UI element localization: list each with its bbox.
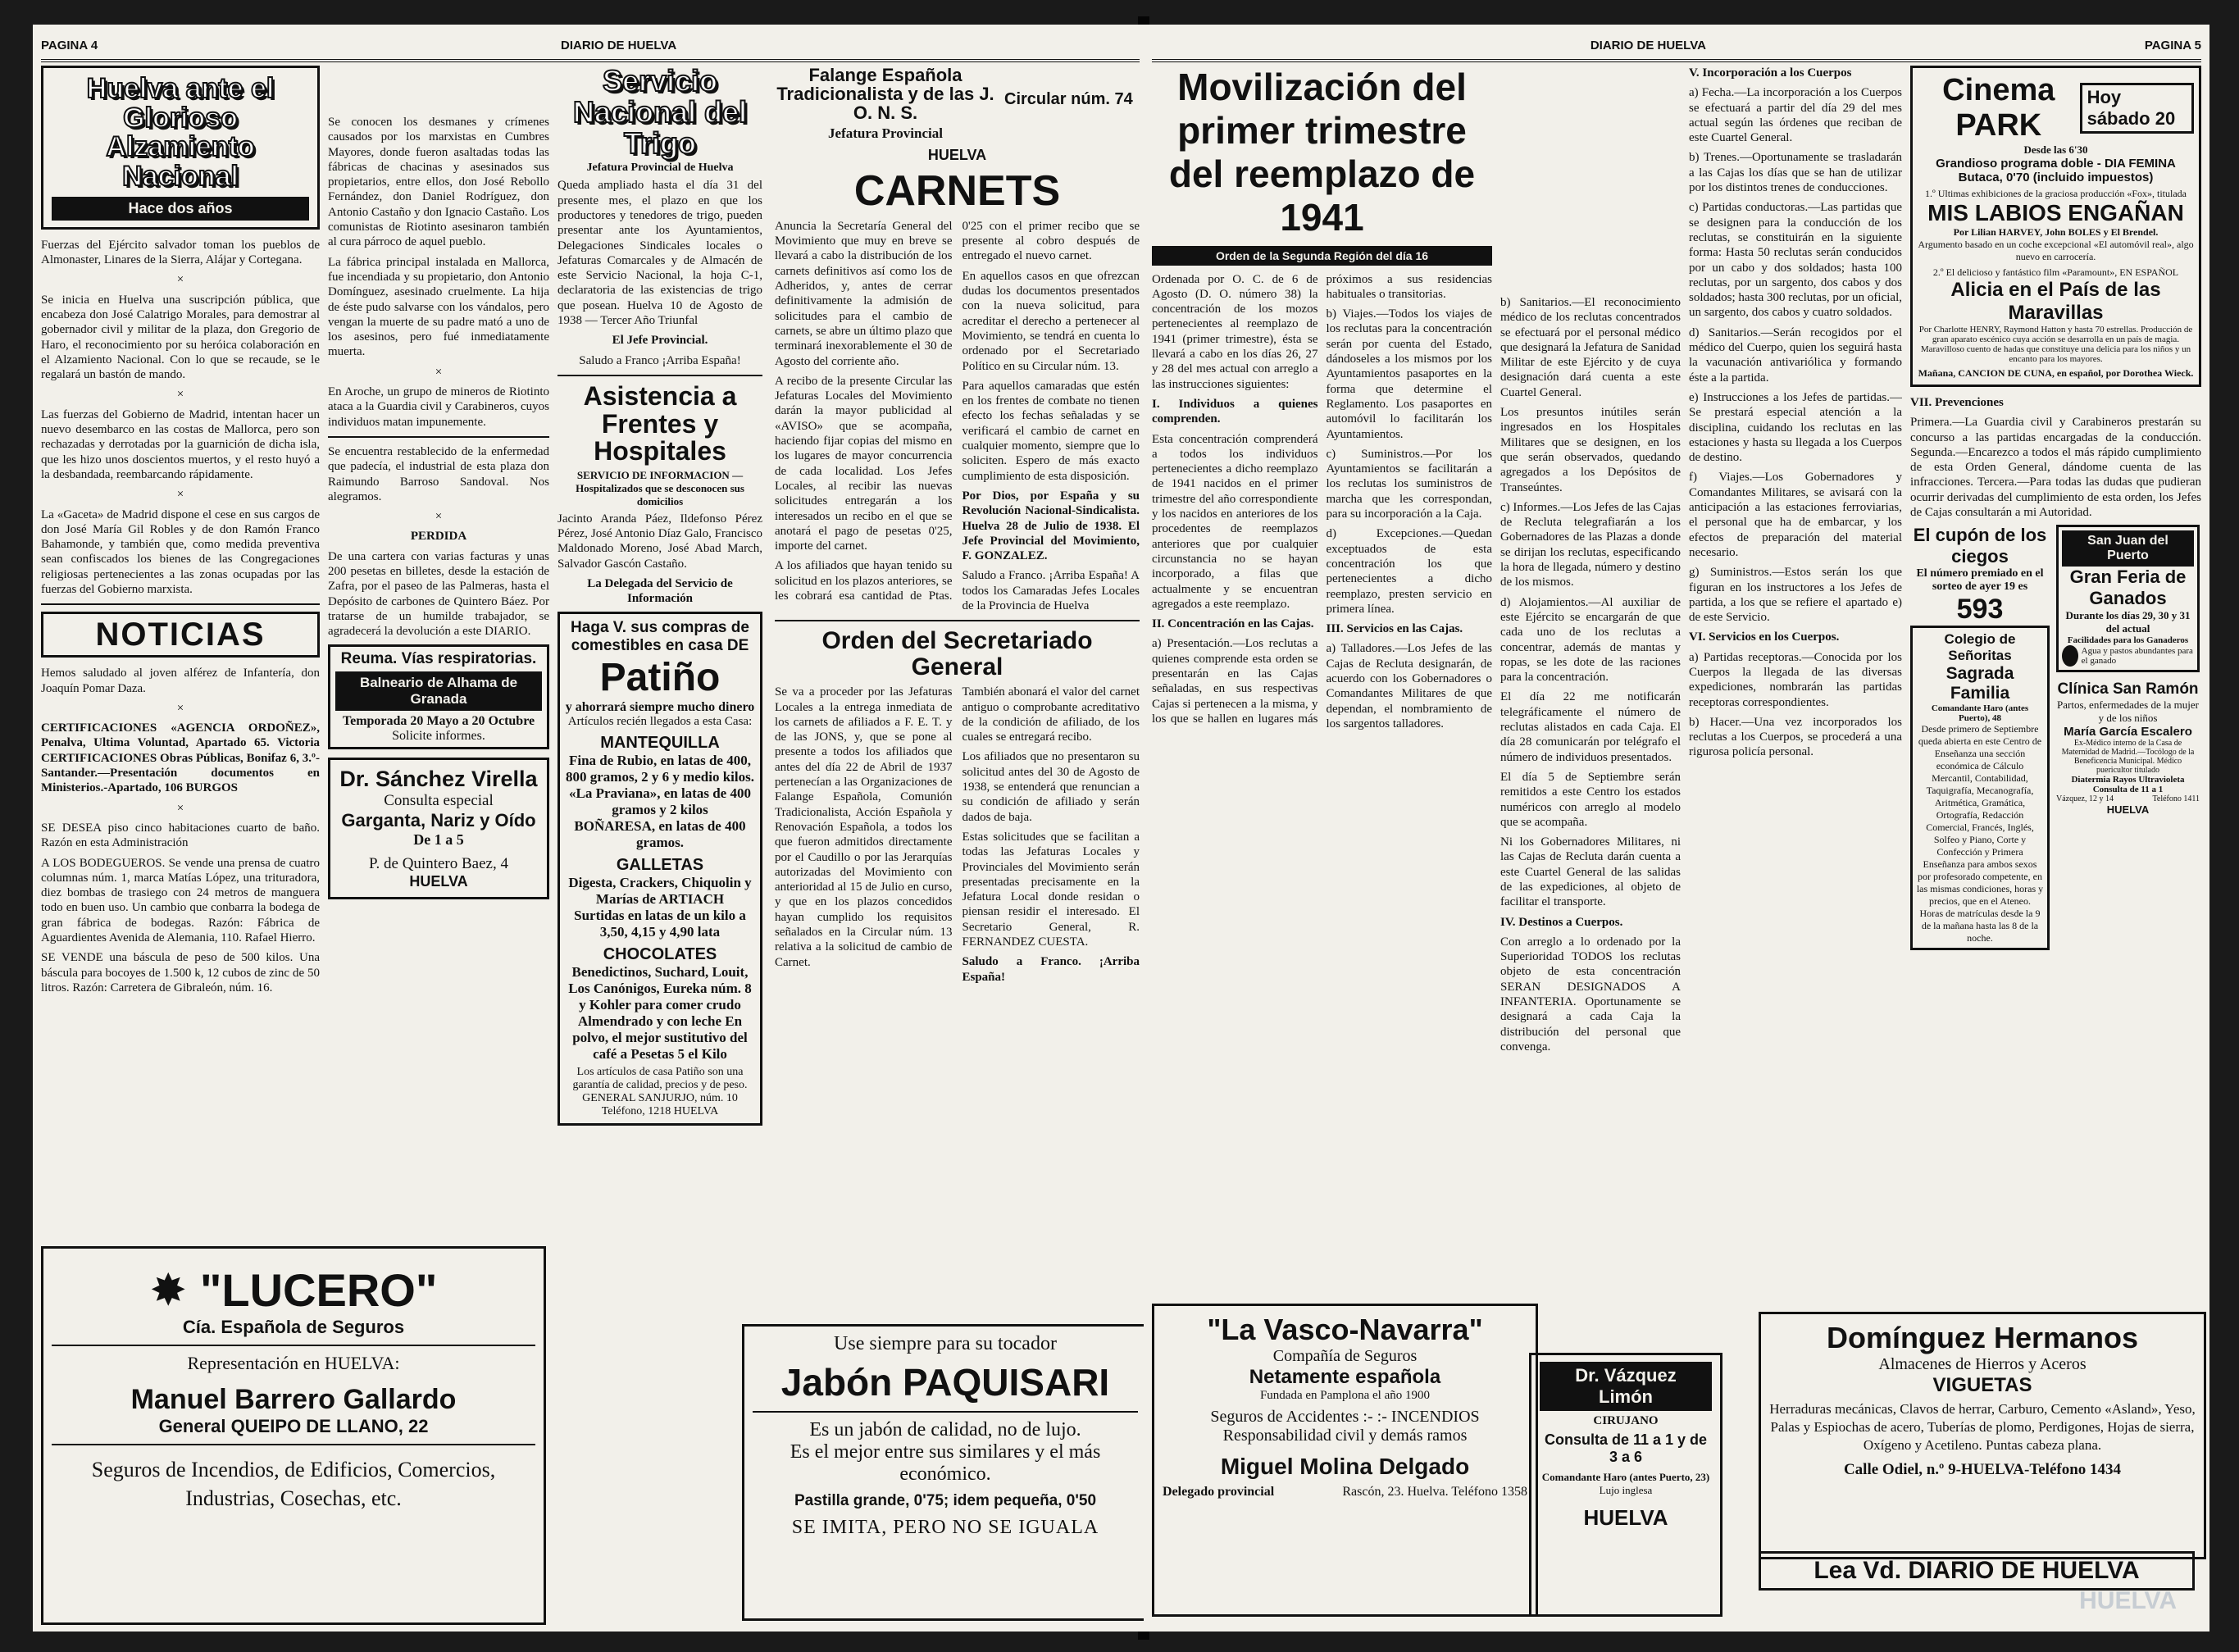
film-1-cast: Por Lilian HARVEY, John BOLES y El Brendel. — [1953, 226, 2159, 238]
noticias-header — [41, 612, 320, 658]
clinica-hours: Consulta de 11 a 1 — [2092, 785, 2164, 795]
patino-art: Artículos recién llegados a esta Casa: — [567, 714, 753, 728]
balneario-info: Solicite informes. — [392, 728, 485, 743]
jabon-tagline: SE IMITA, PERO NO SE IGUALA — [791, 1517, 1099, 1538]
film-1-intro: 1.º Ultimas exhibiciones de la graciosa producción «Fox», titulada — [1925, 188, 2187, 199]
film-1-arg: Argumento basado en un coche excepcional «El automóvil real», algo nuevo en carrocería. — [1918, 239, 2194, 262]
article-paragraph: El día 5 de Septiembre serán remitidos a este Centro los estados numéricos con arreglo al modelo que se acompaña. — [1500, 770, 1681, 829]
notice-item: Se encuentra restablecido de la enfermedad que padecía, el industrial de esta plaza don Raimundo Barroso Sandoval. Nos alegramos. — [328, 444, 549, 503]
article-paragraph: a) Presentación.—Los reclutas a quienes comprende esta orden se presentarán en las Cajas señaladas, en sus respectivas Cajas si pertenecen a la misma, y los que se hallen en lugares más próximos a sus residencias habituales o transitorias. — [1152, 272, 1492, 726]
clinica-city: HUELVA — [2106, 803, 2150, 817]
dominguez-address: Calle Odiel, n.º 9-HUELVA-Teléfono 1434 — [1843, 1461, 2122, 1479]
notice-item: A LOS BODEGUEROS. Se vende una prensa de cuatro columnas núm. 1, marca Matías López, una trituradora, diez bombas de trasiego con 24 metros de manguera todo en buen uso. Un cambio que conbarra la bodega de gran fábrica de bodegas. Razón: Fábrica de Aguardientes Avenida de Alemania, 110. Rafael Hierro. — [41, 856, 320, 945]
article-paragraph: Se inicia en Huelva una suscripción pública, que encabeza don José Calatrigo Morales, para demostrar al gobernador civil y militar de la plaza, don Gregorio de Haro, el reconocimiento por su heróica colaboración en el Alzamiento Nacional. Con lo que se recaude, se le regalará un bastón de mando. — [41, 293, 320, 382]
movilizacion-title: Movilización del primer trimestre del reemplazo de 1941 — [1168, 66, 1476, 239]
article-paragraph: g) Suministros.—Estos serán los que figuran en los instructores a los Jefes de partida, a los que se refiere el apartado e) de este Servicio. — [1689, 566, 1902, 625]
jabon-l2: Es el mejor entre sus similares y el más económico. — [790, 1441, 1101, 1485]
notice-item: SE DESEA piso cinco habitaciones cuarto de baño. Razón en esta Administración — [41, 821, 320, 850]
orden-title: Orden del Secretariado General — [821, 627, 1093, 680]
jabon-top: Use siempre para su tocador — [834, 1333, 1057, 1354]
cinema-park-ad — [1910, 66, 2201, 387]
gall-2: Surtidas en latas de un kilo a 3,50, 4,15 y 4,90 lata — [574, 907, 746, 940]
cinema-program: Grandioso programa doble - DIA FEMINA — [1936, 157, 2176, 171]
colegio-body: Desde primero de Septiembre queda abierta en este Centro de Enseñanza una sección económica de Cálculo Mercantil, Contabilidad, Taquigrafía, Mecanografía, Aritmética, Gramática, Ortografía, Redacción Comercial, Francés, Inglés, Solfeo y Piano, Corte y Confección y Primera Enseñanza para ambos sexos por profesorado competente, en las mismas condiciones, horas y precios, que en el Ateneo. — [1916, 723, 2044, 908]
column-1b: Se conocen los desmanes y crímenes causados por los marxistas en Cumbres Mayores, donde fueron asaltadas todas las fábricas de chacinas y asesinados sus propietarios, entre ellos, don José Rebollo Fernández, don Daniel Rodríguez, don Antonio Castaño y don Ignacio Castaño. Los comunistas de Riotinto asesinaron también al cura párroco de aquel pueblo. La fábrica principal instalada en Mallorca, fue incendiada y su propietario, don Antonio Domínguez, asesinado cruelmente. La hija de éste pudo salvarse con los vándalos, pero vengan la muerte de su padre mató a uno de los asesinos, pero fué inmediatamente muerta. × En Aroche, un grupo de mineros de Riotinto ataca a la Guardia civil y Carabineros, cuyos individuos matan impunemente. Se encuentra restablecido de la enfermedad que padecía, el industrial de esta plaza don Raimundo Barroso Sandoval. Nos alegramos. × PERDIDA De una cartera con varias facturas y unas 200 pesetas en billetes, desde la estación de Zafra, por el paseo de las Palmeras, hasta el Depósito de carbones de Quintero Báez. Por tratarse de un humilde trabajador, se agradecerá la devolución a este DIARIO. Reuma. Vías respiratorias. Balneario de Alhama de Granada Temporada 20 Mayo a 20 Octubre Solicite informes. Dr. Sánchez Virella Consulta especial Garganta, Nariz y Oído De 1 a 5 P. de Quintero Baez, 4 HUELVA — [328, 115, 549, 1623]
paper-name: DIARIO DE HUELVA — [561, 38, 677, 52]
article-paragraph: En Aroche, un grupo de mineros de Riotinto ataca a la Guardia civil y Carabineros, cuyos individuos matan impunemente. — [328, 385, 549, 429]
clinica-extra: Diatermia Rayos Ultravioleta — [2071, 775, 2185, 785]
sanjuan-feria: Gran Feria de Ganados — [2069, 567, 2187, 609]
choc-2: Almendrado y con leche En polvo, el mejor sustitutivo del café a Pesetas 5 el Kilo — [572, 1013, 748, 1062]
article-paragraph: Anuncia la Secretaría General del Movimiento que muy en breve se llevará a cabo la distribución de los carnets definitivos así como los de Adheridos, y, antes de cerrar definitivamente la admisión de solicitudes para el cambio de carnets, se abre un último plazo que terminará inexorablemente el 30 de Agosto del corriente año. — [775, 219, 953, 368]
page-number: PAGINA 5 — [2144, 38, 2201, 52]
cinema-name: Cinema PARK — [1942, 73, 2055, 143]
running-head-left — [41, 31, 1140, 62]
article-paragraph: Queda ampliado hasta el día 31 del presente mes, el plazo en que los productores y tenedores de trigo, pueden presentar ante los Ayuntamientos, Delegaciones Sindicales locales o Jefaturas Comarcales y de Almacén de este Servicio Nacional, la hoja C-1, declaratoria de las existencias de trigo que posean. Huelva 10 de Agosto de 1938 — Tercer Año Triunfal — [557, 179, 762, 328]
bullet-icon — [2062, 645, 2078, 667]
watermark-logo: HUELVA — [2079, 1587, 2177, 1614]
clinica-cv: Ex-Médico interno de la Casa de Maternidad de Madrid.—Tocólogo de la Beneficencia Municipal. Médico puericultor titulado — [2061, 739, 2195, 776]
dominguez-list: Herraduras mecánicas, Clavos de herrar, Carburo, Cemento «Asland», Yeso, Palas y Espiochas de acero, Tuberías de plomo, Perdigones, Hojas de sierra, Oxígeno y Acetileno. Puntas cabeza plana. — [1769, 1401, 2196, 1454]
vasco-agent: Miguel Molina Delgado — [1220, 1454, 1470, 1479]
section-heading: II. Concentración en las Cajas. — [1152, 617, 1314, 631]
article-paragraph: Fuerzas del Ejército salvador toman los pueblos de Almonaster, Linares de la Sierra, Alájar y Cortegana. — [41, 238, 320, 267]
cupon-number: 593 — [1956, 594, 2004, 626]
section-heading: VI. Servicios en los Cuerpos. — [1689, 630, 1840, 644]
article-paragraph: d) Alojamientos.—Al auxiliar de este Ejército se encargarán de que cada uno de los reclutas a concentrar, además de mantas y ropas, se les dote de las raciones para la concentración. — [1500, 595, 1681, 685]
sanjuan-dates: Durante los días 29, 30 y 31 del actual — [2065, 609, 2191, 635]
colegio-ad — [1910, 626, 2050, 950]
vasco-tag: Netamente española — [1249, 1366, 1441, 1388]
chocolates: CHOCOLATES — [603, 944, 717, 963]
article-paragraph: En aquellos casos en que ofrezcan dudas los documentos presentados con la nueva solicitud, para acreditar el derecho a pertenecer al Movimiento, se tendrá en cuenta lo ordenado por el Secretariado Político en su Circular núm. 13. — [962, 269, 1140, 373]
article-paragraph: b) Hacer.—Una vez incorporados los reclutas a los Cuerpos, se procederá a una rigurosa policía personal. — [1689, 715, 1902, 759]
section-heading: VII. Prevenciones — [1910, 396, 2004, 409]
clinica-sub: Partos, enfermedades de la mujer y de los niños — [2057, 699, 2199, 725]
asistencia-title: Asistencia a Frentes y Hospitales — [583, 380, 737, 466]
saludo: Saludo a Franco ¡Arriba España! — [579, 353, 741, 367]
saludo: Saludo a Franco. ¡Arriba España! A todos los Camaradas Jefes Locales de la Provincia de Huelva — [962, 569, 1140, 612]
vasco-founded: Fundada en Pamplona el año 1900 — [1259, 1389, 1431, 1402]
notice-item: CERTIFICACIONES «AGENCIA ORDOÑEZ», Penalva, Ultima Voluntad, Apartado 65. Victoria CERTIFICACIONES Obras Públicas, Bonifaz 6, 3.º-Santander.—Presentación documentos en Ministerios.-Apartado, 106 BURGOS — [41, 721, 320, 795]
circular-number: Circular núm. 74 — [1004, 90, 1133, 108]
balneario-ad — [328, 644, 549, 749]
clinica-address: Vázquez, 12 y 14 — [2056, 794, 2114, 804]
clinica-ad — [2056, 680, 2200, 816]
article-paragraph: Se va a proceder por las Jefaturas Locales a la entrega inmediata de los carnets de afiliados a F. E. T. y de las JONS, y, que se pone al presente a todos los afiliados que antes del día 22 de Abril de 1937 pertenecían a las Organizaciones de Falange Española, Comunión Tradicionalista, Acción Española y Renovación Española, a todos los que fueron admitidos directamente por el Caudillo o por las Jerarquías autorizadas del Movimiento con anterioridad al 15 de Julio en curso, y que en los plazos concedidos hayan cumplido los requisitos señalados en la Circular núm. 13 relativa a la solicitud de cambio de Carnet. — [775, 685, 953, 969]
page-number: PAGINA 4 — [41, 38, 98, 52]
column-2 — [557, 66, 762, 1623]
lucero-agent: Manuel Barrero Gallardo — [130, 1384, 457, 1415]
dr-sanchez-name: Dr. Sánchez Virella — [339, 766, 538, 791]
vazquez-address: Comandante Haro (antes Puerto, 23) — [1541, 1471, 1710, 1483]
sanjuan-title: San Juan del Puerto — [2062, 530, 2194, 567]
signature: Por Dios, por España y su Revolución Nacional-Sindicalista. Huelva 28 de Julio de 1938. El Jefe Provincial del Movimiento, F. GONZALEZ. — [962, 489, 1140, 563]
article-paragraph: Esta concentración comprenderá a todos los individuos pertenecientes a dicho reemplazo de 1941 nacidos en el primer trimestre del año correspondiente y los nacidos en anteriores de los procedentes de reemplazos anteriores que por cualquier circunstancia no se hayan incorporado, a filas que actualmente y se encuentran agregados a este reemplazo. — [1152, 432, 1318, 611]
galletas: GALLETAS — [616, 855, 704, 874]
jabon-ad — [742, 1324, 1148, 1621]
notice-item: SE VENDE una báscula de peso de 500 kilos. Una báscula para bocoyes de 1.500 k, 12 cubos de zinc de 50 litros. Razón: Carretera de Gibraleón, núm. 16. — [41, 951, 320, 994]
star-icon: ✸ — [149, 1265, 187, 1315]
article-paragraph: Los presuntos inútiles serán ingresados en los Hospitales Militares que se designen, en los que serán observados, quedando agregados a los Depósitos de Transeúntes. — [1500, 406, 1681, 494]
vasco-address: Rascón, 23. Huelva. Teléfono 1358 — [1342, 1485, 1527, 1499]
lucero-company: Cía. Española de Seguros — [182, 1317, 405, 1337]
article-paragraph: a) Fecha.—La incorporación a los Cuerpos se efectuará a partir del día 29 del mes actual según las órdenes que reciban de este Cuartel General. — [1689, 86, 1902, 145]
dominguez-ad — [1759, 1312, 2206, 1559]
jabon-price: Pastilla grande, 0'75; idem pequeña, 0'50 — [794, 1492, 1097, 1509]
article-paragraph: a) Talladores.—Los Jefes de las Cajas de Recluta designarán, de acuerdo con los Gobernadores o Comandantes Militares de que dependan, el nombramiento de los sargentos talladores. — [1326, 642, 1492, 730]
film-2-title: Alicia en el País de las Maravillas — [1950, 279, 2161, 324]
cinema-price: Butaca, 0'70 (incluido impuestos) — [1958, 171, 2154, 184]
vasco-role: Delegado provincial — [1163, 1485, 1275, 1499]
cinema-date: Hoy sábado 20 — [2080, 83, 2194, 134]
right-sub-ads — [2056, 525, 2200, 958]
alzamiento-subtitle: Hace dos años — [52, 197, 309, 221]
mant-3: BOÑARESA, en latas de 400 gramos. — [574, 817, 746, 850]
film-2-cast: Por Charlotte HENRY, Raymond Hatton y hasta 70 estrellas. Producción de gran aparato escénico cuya acción se desarrolla en un país de magia. Maravilloso cuento de hadas que constituye una delicia para los niños y un encanto para los mayores. — [1918, 325, 2193, 364]
saludo: Saludo a Franco. ¡Arriba España! — [962, 955, 1140, 984]
right-page — [1144, 25, 2209, 1632]
section-heading: V. Incorporación a los Cuerpos — [1689, 66, 1852, 80]
article-paragraph: b) Trenes.—Oportunamente se trasladarán a las Cajas los días que se han de utilizar por los distintos trenes de conducciones. — [1689, 151, 1902, 195]
movilizacion-subhead: Orden de la Segunda Región del día 16 — [1152, 246, 1492, 266]
sanjuan-ad — [2056, 525, 2200, 672]
notice-item: Hemos saludado al joven alférez de Infantería, don Joaquín Pomar Daza. — [41, 667, 320, 695]
cinema-tomorrow: Mañana, CANCION DE CUNA, en español, por Dorothea Wieck. — [1918, 367, 2194, 379]
vazquez-role: CIRUJANO — [1593, 1414, 1659, 1427]
sanjuan-fac: Facilidades para los Ganaderos — [2067, 635, 2189, 646]
dr-sanchez-address: P. de Quintero Baez, 4 — [369, 854, 508, 872]
article-paragraph: Con arreglo a lo ordenado por la Superioridad TODOS los reclutas objeto de esta concentración SERAN DESIGNADOS A INFANTERIA. Oportunamente se designará a cada Caja la distribución del personal que convenga. — [1500, 935, 1681, 1054]
lucero-ad — [41, 1246, 546, 1625]
film-1-title: MIS LABIOS ENGAÑAN — [1927, 200, 2184, 225]
city: HUELVA — [927, 147, 987, 164]
clinica-title: Clínica San Ramón — [2057, 680, 2199, 699]
sanjuan-agua: Agua y pastos abundantes para el ganado — [2081, 646, 2193, 667]
cupon-ad — [1910, 525, 2050, 626]
patino-sub: y ahorrará siempre mucho dinero — [565, 699, 755, 714]
choc-3: Los artículos de casa Patiño son una garantía de calidad, precios y de peso. GENERAL SANJURJO, núm. 10 Teléfono, 1218 HUELVA — [572, 1065, 748, 1117]
colegio-title: Colegio de Señoritas — [1944, 631, 2016, 664]
colegio-hours: Horas de matrículas desde la 9 de la mañana hasta las 8 de la noche. — [1919, 908, 2041, 944]
section-heading: IV. Destinos a Cuerpos. — [1500, 915, 1623, 929]
article-paragraph: b) Sanitarios.—El reconocimiento médico de los reclutas concentrados se efectuará por el personal médico que designará la Jefatura de Sanidad Militar de este Ejército y de cuya designación dará cuenta a este Cuartel General. — [1500, 296, 1681, 399]
dominguez-sub: Almacenes de Hierros y Aceros — [1878, 1355, 2087, 1373]
running-head-right — [1152, 31, 2201, 62]
article-paragraph: Ordenada por O. C. de 6 de Agosto (D. O. número 38) la concentración de los mozos pertenecientes al reemplazo de 1941 (primer trimestre), ésta se llevará a cabo en los días 26, 27 y 28 del mes actual con arreglo a las instrucciones siguientes: — [1152, 272, 1318, 391]
section-heading: III. Servicios en las Cajas. — [1326, 622, 1463, 636]
dr-sanchez-consulta: Consulta especial — [384, 791, 494, 809]
section-heading: I. Individuos a quienes comprenden. — [1152, 397, 1318, 426]
article-paragraph: A los afiliados que hayan tenido su solicitud en los plazos anteriores, se les cobrará esa cantidad de Ptas. 0'25 con el primer recibo que se presente al cobro después de entregado el nuevo carnet. — [775, 219, 1140, 603]
prevenciones-block — [1910, 395, 2201, 520]
article-paragraph: A recibo de la presente Circular las Jefaturas Locales del Movimiento darán la mayor publicidad al «AVISO» que se acompaña, haciendo fijar copias del mismo en los lugares de mayor concurrencia de cada localidad. Los Jefes Locales, al recibir las nuevas solicitudes entregarán a los interesados un recibo en el que se anotará el pago de pesetas 0'25, importe del carnet. — [775, 374, 953, 553]
mant-1: Fina de Rubio, en latas de 400, 800 gramos, 2 y 6 y medio kilos. — [566, 752, 754, 785]
dr-sanchez-hours: De 1 a 5 — [413, 831, 464, 848]
article-paragraph: Ni los Gobernadores Militares, ni las Cajas de Recluta darán cuenta a este Cuartel General de las salidas de las expediciones, al objeto de facilitar el transporte. — [1500, 835, 1681, 909]
vasco-name: "La Vasco-Navarra" — [1207, 1313, 1483, 1346]
jabon-name: Jabón PAQUISARI — [780, 1361, 1110, 1404]
vazquez-hours: Consulta de 11 a 1 y de 3 a 6 — [1544, 1431, 1708, 1465]
article-paragraph: La fábrica principal instalada en Mallorca, fue incendiada y su propietario, don Antonio Domínguez, asesinado cruelmente. La hija de éste pudo salvarse con los vándalos, pero vengan la muerte de su padre mató a uno de los asesinos, pero fué inmediatamente muerta. — [328, 255, 549, 359]
vazquez-lujo: Lujo inglesa — [1599, 1484, 1653, 1496]
asistencia-sub: SERVICIO DE INFORMACION — Hospitalizados que se desconocen sus domicilios — [576, 468, 744, 507]
vazquez-name: Dr. Vázquez Limón — [1540, 1362, 1712, 1411]
falange-sub: Jefatura Provincial — [828, 125, 943, 142]
article-paragraph: a) Partidas receptoras.—Conocida por los Cuerpos la llegada de las diversas expediciones, nombrarán las partidas receptoras correspondientes. — [1689, 650, 1902, 709]
lea-diario-banner: Lea Vd. DIARIO DE HUELVA — [1759, 1551, 2195, 1591]
article-paragraph: Se conocen los desmanes y crímenes causados por los marxistas en Cumbres Mayores, donde fueron asaltadas todas las fábricas de chacinas y asesinados sus propietarios, entre ellos, don José Rebollo Fernández, don Daniel Rodríguez, don Antonio Castaño y don Ignacio Castaño. Los comunistas de Riotinto asesinaron también al cura párroco de aquel pueblo. — [328, 116, 549, 249]
article-paragraph: c) Informes.—Los Jefes de las Cajas de Recluta telegrafiarán a los Gobernadores de las Plazas a donde se dirijan los reclutas, especificando la hora de llegada, número y destino de los mismos. — [1500, 500, 1681, 589]
vazquez-limon-ad — [1529, 1353, 1722, 1617]
alzamiento-headline-box — [41, 66, 320, 230]
servicio-trigo-title: Servicio Nacional del Trigo — [572, 66, 748, 160]
mant-2: «La Praviana», en latas de 400 gramos y 2 kilos — [569, 785, 751, 817]
reuma-line: Reuma. Vías respiratorias. — [340, 649, 537, 667]
left-page — [33, 25, 1148, 1632]
falange-title: Falange Española Tradicionalista y de las J. O. N. S. — [776, 66, 994, 124]
signature: La Delegada del Servicio de Información — [587, 576, 733, 606]
cupon-title: El cupón de los ciegos — [1913, 525, 2047, 567]
film-2-intro: 2.º El delicioso y fantástico film «Paramount», EN ESPAÑOL — [1932, 266, 2179, 278]
clinica-doctor: María García Escalero — [2064, 725, 2192, 740]
lucero-lines: Seguros de Incendios, de Edificios, Comercios, Industrias, Cosechas, etc. — [91, 1458, 496, 1511]
article-paragraph: Estas solicitudes que se facilitan a todas las Jefaturas Locales y Provinciales del Movimiento serán presentadas precisamente en la Jefatura Local donde residan o piensan residir el interesado. El Secretario General, R. FERNANDEZ CUESTA. — [962, 830, 1140, 949]
article-paragraph: c) Partidas conductoras.—Las partidas que se designen para la conducción de los reclutas, se constituirán en la siguiente forma: Hasta 50 reclutas serán conducidos por un cabo y dos soldados; hasta 100 reclutas, por un sargento, dos cabos y dos soldados; hasta 300 reclutas, por un oficial, un sargento, dos cabos y cuatro soldados. — [1689, 201, 1902, 320]
balneario-name: Balneario de Alhama de Granada — [335, 671, 542, 711]
signature: El Jefe Provincial. — [612, 334, 708, 348]
balneario-season: Temporada 20 Mayo a 20 Octubre — [342, 713, 535, 728]
dominguez-viguetas: VIGUETAS — [1932, 1374, 2032, 1396]
noticias-title: NOTICIAS — [95, 617, 266, 653]
colegio-address: Comandante Haro (antes Puerto), 48 — [1931, 703, 2029, 724]
article-paragraph: Primera.—La Guardia civil y Carabineros prestarán su concurso a las partidas encargadas de la conducción. Segunda.—Encarezco a todos el más rápido cumplimiento de esta Orden General, dándome cuenta de las infracciones. Tercera.—Para todas las dudas que pudieran ocurrir derivadas del cumplimiento de esta orden, los Jefes de Cajas consultarán a mi Autoridad. — [1910, 416, 2201, 520]
vasco-sub: Compañía de Seguros — [1272, 1347, 1418, 1365]
vazquez-city: HUELVA — [1583, 1505, 1668, 1530]
article-paragraph: El día 22 me notificarán telegráficamente el número de reclutas alistados en cada Caja. El día 28 comunicarán por telégrafo el número de individuos presentados. — [1500, 690, 1681, 764]
alzamiento-title: Huelva ante el Glorioso Alzamiento Nacional — [86, 73, 275, 193]
cinema-time: Desde las 6'30 — [2023, 143, 2088, 156]
article-paragraph: e) Instrucciones a los Jefes de partidas.—Se prestará especial atención a la disciplina, cuidando los reclutas en las estaciones y hasta su llegada a los Cuerpos de destino. — [1689, 390, 1902, 465]
article-paragraph: d) Excepciones.—Quedan exceptuados de esta concentración los que pertenecientes a dicho reemplazo, presten servicio en primera línea. — [1326, 527, 1492, 616]
dr-sanchez-city: HUELVA — [409, 872, 468, 890]
mantequilla: MANTEQUILLA — [600, 733, 720, 752]
article-paragraph: También abonará el valor del carnet antiguo o comprobante acreditativo de la condición de afiliado, de los cuales se entregará recibo. — [962, 685, 1140, 744]
perdida-title: PERDIDA — [410, 530, 467, 544]
article-paragraph: La «Gaceta» de Madrid dispone el cese en sus cargos de don José María Gil Robles y de don Ramón Franco Bahamonde, y también que, como medida preventiva sean confiscados los bienes de las Congregaciones religiosas pertenecientes a las zonas ocupadas por las fuerzas del Gobierno marxista. — [41, 507, 320, 596]
carnets-title: CARNETS — [853, 167, 1061, 216]
dr-sanchez-ad — [328, 758, 549, 899]
article-paragraph: Jacinto Aranda Páez, Ildefonso Pérez Pérez, José Antonio Díaz Galo, Francisco Maldonado Moreno, José Abad March, Salvador Gascón Castaño. — [557, 512, 762, 571]
patino-intro: Haga V. sus compras de comestibles en casa DE — [571, 618, 749, 654]
perdida-text: De una cartera con varias facturas y unas 200 pesetas en billetes, desde la estación de Zafra, por el paseo de las Palmeras, hasta el Depósito de carbones de Quintero Báez. Por tratarse de un humilde trabajador, se agradecerá la devolución a este DIARIO. — [328, 549, 549, 639]
dominguez-name: Domínguez Hermanos — [1826, 1321, 2139, 1354]
jabon-l1: Es un jabón de calidad, no de lujo. — [809, 1419, 1081, 1440]
column-1: Huelva ante el Glorioso Alzamiento Nacional Hace dos años Fuerzas del Ejército salvador toman los pueblos de Almonaster, Linares de la Sierra, Alájar y Cortegana. × Se inicia en Huelva una suscripción pública, que encabeza don José Calatrigo Morales, para demostrar al gobernador civil y militar de la plaza, don Gregorio de Haro, el reconocimiento por su heróica colaboración en el Alzamiento Nacional. Con lo que se recaude, se le regalará un bastón de mando. × Las fuerzas del Gobierno de Madrid, intentan hacer un nuevo desembarco en las costas de Mallorca, pero son rechazadas y derrotadas por la guarnición de dicha isla, que les hizo unos doscientos muertos, y el resto huyó a la desbandada, reembarcando rápidamente. × La «Gaceta» de Madrid dispone el cese en sus cargos de don José María Gil Robles y de don Ramón Franco Bahamonde, y también que, como medida preventiva sean confiscados los bienes de las Congregaciones religiosas pertenecientes a las zonas ocupadas por las fuerzas del Gobierno marxista. NOTICIAS Hemos saludado al joven alférez de Infantería, don Joaquín Pomar Daza. × CERTIFICACIONES «AGENCIA ORDOÑEZ», Penalva, Ultima Voluntad, Apartado 65. Victoria CERTIFICACIONES Obras Públicas, Bonifaz 6, 3.º-Santander.—Presentación documentos en Ministerios.-Apartado, 106 BURGOS × SE DESEA piso cinco habitaciones cuarto de baño. Razón en esta Administración A LOS BODEGUEROS. Se vende una prensa de cuatro columnas núm. 1, marca Matías López, una trituradora, diez bombas de trasiego con 24 metros de manguera todo en buen uso. Un cambio que conbarra la bodega de gran fábrica de bodegas. Razón: Fábrica de Aguardientes Avenida de Alemania, 110. Rafael Hierro. SE VENDE una báscula de peso de 500 kilos. Una báscula para bocoyes de 1.500 k, 12 cubos de zinc de 50 litros. Razón: Carretera de Gibraleón, núm. 16. — [41, 66, 320, 1623]
article-paragraph: c) Suministros.—Por los Ayuntamientos se facilitarán a los reclutas los suministros de marcha que les correspondan, para su incorporación a la Caja. — [1326, 447, 1492, 521]
article-paragraph: f) Viajes.—Los Gobernadores y Comandantes Militares, se avisará con la anticipación a las estaciones ferroviarias, el personal que ha de embarcar, y los efectos de preparación del material necesario. — [1689, 471, 1902, 559]
vasco-navarra-ad — [1152, 1304, 1538, 1617]
gall-1: Digesta, Crackers, Chiquolin y Marías de ARTIACH — [568, 874, 752, 907]
vasco-l1: Seguros de Accidentes :- :- INCENDIOS — [1210, 1408, 1480, 1426]
article-paragraph: d) Sanitarios.—Serán recogidos por el médico del Cuerpo, quien los seguirá hasta la vacunación antivariólica y formando éste a la partida. — [1689, 325, 1902, 385]
cupon-body: El número premiado en el sorteo de ayer 19 es — [1916, 567, 2044, 594]
lucero-name: "LUCERO" — [199, 1264, 438, 1316]
colegio-name: Sagrada Familia — [1945, 664, 2014, 703]
paper-name: DIARIO DE HUELVA — [1590, 38, 1706, 52]
article-paragraph: Las fuerzas del Gobierno de Madrid, intentan hacer un nuevo desembarco en las costas de Mallorca, pero son rechazadas y derrotadas por la guarnición de dicha isla, que les hizo unos doscientos muertos, y el resto huyó a la desbandada, reembarcando rápidamente. — [41, 407, 320, 481]
lucero-address: General QUEIPO DE LLANO, 22 — [158, 1416, 429, 1436]
lucero-rep: Representación en HUELVA: — [187, 1353, 400, 1373]
vasco-l2: Responsabilidad civil y demás ramos — [1222, 1427, 1468, 1445]
article-paragraph: b) Viajes.—Todos los viajes de los reclutas para la concentración serán por cuenta del Estado, dándoseles a los mismos por los Ayuntamientos pasaportes en la forma que determine el Reglamento. Los pasaportes en automóvil lo facilitarán los Ayuntamientos. — [1326, 307, 1492, 441]
servicio-trigo-sub: Jefatura Provincial de Huelva — [586, 162, 734, 175]
patino-name: Patiño — [599, 655, 721, 699]
clinica-phone: Teléfono 1411 — [2152, 794, 2200, 804]
article-paragraph: Para aquellos camaradas que estén en los frentes de combate no tienen efecto los fechas señaladas y se verificará el cambio de carnet en cualquier momento, siempre que lo soliciten. Espero de más exacto cumplimiento de esta disposición. — [962, 379, 1140, 483]
left-sub-ads — [1910, 525, 2050, 958]
dr-sanchez-specialty: Garganta, Nariz y Oído — [341, 809, 536, 831]
article-paragraph: Los afiliados que no presentaron su solicitud antes del 30 de Agosto de 1938, se entenderá que renuncian a su condición de afiliado y serán dados de baja. — [962, 750, 1140, 824]
choc-1: Benedictinos, Suchard, Louit, Los Canónigos, Eureka núm. 8 y Kohler para comer crudo — [568, 963, 752, 1013]
patino-ad — [557, 612, 762, 1126]
